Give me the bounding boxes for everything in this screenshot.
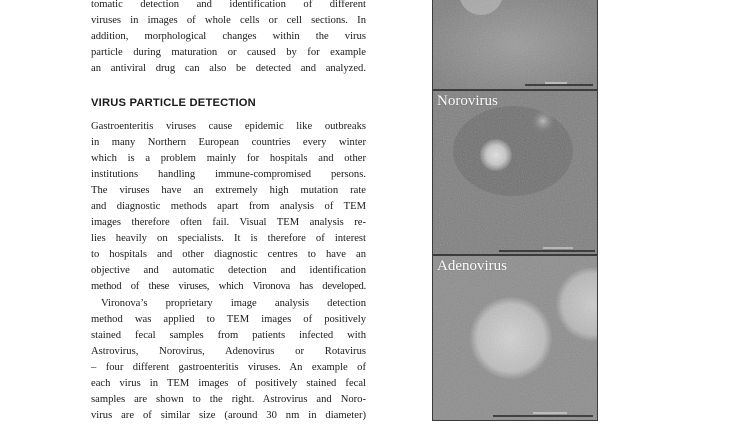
paragraph-line: method was applied to TEM images of positively — [91, 314, 366, 326]
paragraph-line: lies heavily on specialists. It is therefore of interest — [91, 233, 366, 245]
paragraph-line: Astrovirus, Norovirus, Adenovirus or Rotavirus — [91, 346, 366, 358]
paragraph-line: samples are shown to the right. Astrovirus and Noro- — [91, 394, 366, 406]
intro-line: particle during maturation or caused by for example — [91, 47, 366, 59]
micrograph-label: Adenovirus — [437, 258, 507, 274]
paragraph-line: virus are of similar size (around 30 nm in diameter) — [91, 410, 366, 422]
micrograph-image — [433, 0, 598, 90]
micrograph-norovirus — [432, 90, 598, 255]
paragraph-line: method of these viruses, which Vironova has developed. — [91, 281, 366, 293]
micrograph-image — [433, 91, 598, 255]
paragraph-line: in many Northern European countries every winter — [91, 137, 366, 149]
intro-text-continuation — [91, 0, 366, 77]
paragraph-line: to hospitals and other diagnostic centres to have an — [91, 249, 366, 261]
section-heading: VIRUS PARTICLE DETECTION — [91, 97, 256, 109]
paragraph-line: – four different gastroenteritis viruses. An example of — [91, 362, 366, 374]
paragraph-vironova-method — [91, 296, 366, 424]
paragraph-line: Gastroenteritis viruses cause epidemic like outbreaks — [91, 121, 366, 132]
paragraph-line: institutions handling immune-compromised persons. — [91, 169, 366, 181]
intro-line: an antiviral drug can also be detected and analyzed. — [91, 63, 366, 75]
paragraph-line: Vironova’s proprietary image analysis detection — [101, 298, 366, 309]
paragraph-line: images therefore often fail. Visual TEM analysis re- — [91, 217, 366, 229]
micrograph-image — [433, 256, 598, 421]
paragraph-line: and diagnostic methods apart from analysis of TEM — [91, 201, 366, 213]
intro-line: viruses in images of whole cells or cell sections. In — [91, 15, 366, 27]
paragraph-line: each virus in TEM images of positively stained fecal — [91, 378, 366, 390]
micrograph-label: Norovirus — [437, 93, 498, 109]
intro-line: tomatic detection and identification of different — [91, 0, 366, 10]
micrograph-astrovirus — [432, 0, 598, 90]
paragraph-line: objective and automatic detection and identification — [91, 265, 366, 277]
micrograph-adenovirus — [432, 255, 598, 421]
paragraph-gastroenteritis — [91, 119, 366, 296]
paragraph-line: stained fecal samples from patients infected with — [91, 330, 366, 342]
intro-line: addition, morphological changes within the virus — [91, 31, 366, 43]
paragraph-line: The viruses have an extremely high mutation rate — [91, 185, 366, 197]
paragraph-line: which is a problem mainly for hospitals and other — [91, 153, 366, 165]
